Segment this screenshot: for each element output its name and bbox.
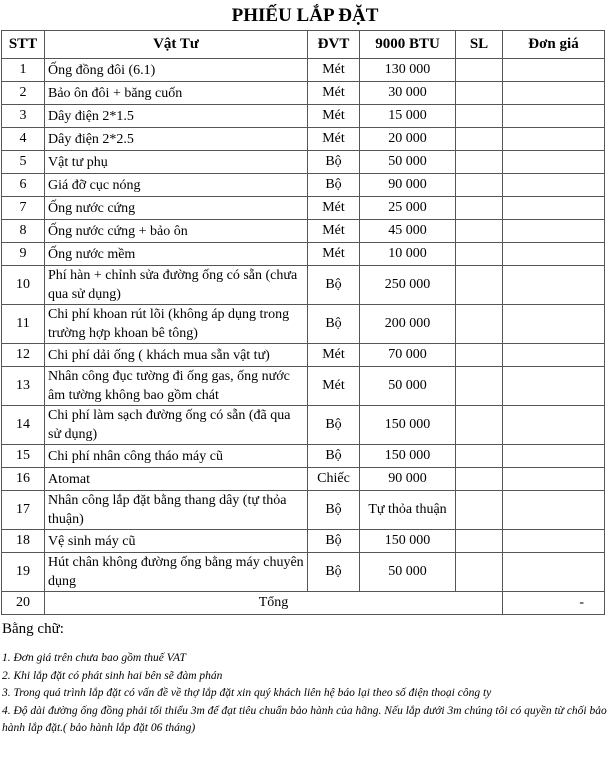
row-unit-price — [503, 243, 605, 266]
header-btu-price: 9000 BTU — [360, 31, 456, 59]
row-stt: 6 — [2, 174, 45, 197]
row-quantity — [456, 344, 503, 367]
row-quantity — [456, 266, 503, 305]
row-unit-price — [503, 82, 605, 105]
row-stt: 2 — [2, 82, 45, 105]
row-unit: Bộ — [308, 445, 360, 468]
table-row — [2, 530, 605, 553]
row-stt: 4 — [2, 128, 45, 151]
row-quantity — [456, 406, 503, 445]
row-quantity — [456, 243, 503, 266]
row-quantity — [456, 82, 503, 105]
row-quantity — [456, 491, 503, 530]
table-row — [2, 468, 605, 491]
table-row — [2, 305, 605, 344]
row-unit: Mét — [308, 128, 360, 151]
row-unit: Bộ — [308, 174, 360, 197]
row-unit-price — [503, 445, 605, 468]
row-stt: 3 — [2, 105, 45, 128]
row-stt: 12 — [2, 344, 45, 367]
row-stt: 13 — [2, 367, 45, 406]
table-row — [2, 197, 605, 220]
table-row — [2, 553, 605, 592]
row-stt: 19 — [2, 553, 45, 592]
row-quantity — [456, 197, 503, 220]
row-stt: 9 — [2, 243, 45, 266]
row-unit-price — [503, 468, 605, 491]
row-unit: Bộ — [308, 305, 360, 344]
row-material: Chi phí làm sạch đường ống có sẵn (đã qua sử dụng) — [45, 406, 308, 445]
table-row — [2, 174, 605, 197]
table-row — [2, 406, 605, 445]
row-unit: Mét — [308, 220, 360, 243]
row-unit: Bộ — [308, 151, 360, 174]
row-material: Dây điện 2*1.5 — [45, 105, 308, 128]
row-unit: Mét — [308, 59, 360, 82]
row-stt: 18 — [2, 530, 45, 553]
note-3: 3. Trong quá trình lắp đặt có vấn đề về thợ lắp đặt xin quý khách liên hệ báo lại theo số điện thoại công ty — [2, 687, 492, 699]
row-stt: 5 — [2, 151, 45, 174]
row-unit-price — [503, 151, 605, 174]
row-price: 130 000 — [360, 59, 456, 82]
row-unit-price — [503, 553, 605, 592]
row-material: Ống nước mềm — [45, 243, 308, 266]
row-price: Tự thỏa thuận — [360, 491, 456, 530]
row-stt: 8 — [2, 220, 45, 243]
row-stt: 11 — [2, 305, 45, 344]
row-material: Giá đỡ cục nóng — [45, 174, 308, 197]
row-unit: Mét — [308, 243, 360, 266]
row-price: 150 000 — [360, 406, 456, 445]
total-stt: 20 — [2, 592, 45, 615]
row-price: 50 000 — [360, 151, 456, 174]
row-unit-price — [503, 491, 605, 530]
table-row — [2, 105, 605, 128]
table-row — [2, 491, 605, 530]
row-price: 250 000 — [360, 266, 456, 305]
header-unit: ĐVT — [308, 31, 360, 59]
row-price: 90 000 — [360, 468, 456, 491]
row-unit-price — [503, 197, 605, 220]
row-unit: Bộ — [308, 406, 360, 445]
row-material: Nhân công lắp đặt bằng thang dây (tự thỏa thuận) — [45, 491, 308, 530]
row-unit: Chiếc — [308, 468, 360, 491]
header-unit-price: Đơn giá — [503, 31, 605, 59]
total-value: - — [503, 592, 605, 615]
row-unit: Mét — [308, 344, 360, 367]
table-row — [2, 220, 605, 243]
table-row — [2, 59, 605, 82]
row-price: 90 000 — [360, 174, 456, 197]
row-unit: Bộ — [308, 491, 360, 530]
header-stt: STT — [2, 31, 45, 59]
row-price: 150 000 — [360, 530, 456, 553]
row-unit-price — [503, 266, 605, 305]
row-material: Ống đồng đôi (6.1) — [45, 59, 308, 82]
row-unit: Mét — [308, 105, 360, 128]
row-quantity — [456, 105, 503, 128]
row-material: Phí hàn + chỉnh sửa đường ống có sẵn (chưa qua sử dụng) — [45, 266, 308, 305]
header-material: Vật Tư — [45, 31, 308, 59]
row-material: Bảo ôn đôi + băng cuốn — [45, 82, 308, 105]
row-unit-price — [503, 344, 605, 367]
row-material: Chi phí dải ống ( khách mua sẵn vật tư) — [45, 344, 308, 367]
row-stt: 16 — [2, 468, 45, 491]
row-material: Ống nước cứng — [45, 197, 308, 220]
row-material: Chi phí khoan rút lõi (không áp dụng trong trường hợp khoan bê tông) — [45, 305, 308, 344]
row-price: 45 000 — [360, 220, 456, 243]
row-quantity — [456, 530, 503, 553]
row-material: Vật tư phụ — [45, 151, 308, 174]
table-row — [2, 367, 605, 406]
table-row — [2, 266, 605, 305]
row-material: Vệ sinh máy cũ — [45, 530, 308, 553]
row-price: 20 000 — [360, 128, 456, 151]
row-stt: 17 — [2, 491, 45, 530]
row-unit-price — [503, 128, 605, 151]
row-quantity — [456, 367, 503, 406]
row-material: Nhân công đục tường đi ống gas, ống nước âm tường không bao gồm chát — [45, 367, 308, 406]
row-material: Dây điện 2*2.5 — [45, 128, 308, 151]
row-price: 50 000 — [360, 367, 456, 406]
table-row — [2, 445, 605, 468]
row-unit-price — [503, 530, 605, 553]
row-unit-price — [503, 174, 605, 197]
row-price: 25 000 — [360, 197, 456, 220]
row-price: 15 000 — [360, 105, 456, 128]
table-body — [2, 59, 605, 615]
table-row — [2, 82, 605, 105]
row-price: 50 000 — [360, 553, 456, 592]
row-quantity — [456, 220, 503, 243]
row-stt: 15 — [2, 445, 45, 468]
row-material: Hút chân không đường ống bằng máy chuyên dụng — [45, 553, 308, 592]
row-unit: Mét — [308, 367, 360, 406]
row-price: 200 000 — [360, 305, 456, 344]
row-unit-price — [503, 406, 605, 445]
row-quantity — [456, 445, 503, 468]
row-material: Ống nước cứng + bảo ôn — [45, 220, 308, 243]
row-unit: Bộ — [308, 266, 360, 305]
total-row — [2, 592, 605, 615]
table-row — [2, 344, 605, 367]
table-row — [2, 128, 605, 151]
row-price: 10 000 — [360, 243, 456, 266]
notes-section — [2, 650, 610, 738]
row-unit-price — [503, 367, 605, 406]
table-row — [2, 151, 605, 174]
note-4: 4. Độ dài đường ống đồng phải tối thiểu 3m để đạt tiêu chuẩn bảo hành của hãng. Nếu lắp dưới 3m chúng tôi có quyền từ chối bảo hành lắp đặt.( bảo hành lắp đặt 06 tháng) — [2, 704, 607, 734]
row-quantity — [456, 128, 503, 151]
amount-in-words-label: Bằng chữ: — [2, 621, 64, 637]
row-quantity — [456, 553, 503, 592]
total-label: Tổng — [45, 592, 503, 615]
row-quantity — [456, 305, 503, 344]
row-unit-price — [503, 105, 605, 128]
row-quantity — [456, 468, 503, 491]
row-quantity — [456, 174, 503, 197]
table-row — [2, 243, 605, 266]
row-unit: Mét — [308, 82, 360, 105]
row-stt: 1 — [2, 59, 45, 82]
header-quantity: SL — [456, 31, 503, 59]
row-unit: Bộ — [308, 530, 360, 553]
note-2: 2. Khi lắp đặt có phát sinh hai bên sẽ đàm phán — [2, 669, 223, 682]
row-stt: 10 — [2, 266, 45, 305]
materials-table — [1, 30, 605, 615]
row-stt: 7 — [2, 197, 45, 220]
row-price: 150 000 — [360, 445, 456, 468]
row-material: Atomat — [45, 468, 308, 491]
table-header-row — [2, 31, 605, 59]
row-unit: Bộ — [308, 553, 360, 592]
row-stt: 14 — [2, 406, 45, 445]
row-quantity — [456, 151, 503, 174]
row-price: 30 000 — [360, 82, 456, 105]
note-1: 1. Đơn giá trên chưa bao gồm thuế VAT — [2, 652, 186, 664]
row-price: 70 000 — [360, 344, 456, 367]
row-unit: Mét — [308, 197, 360, 220]
row-unit-price — [503, 59, 605, 82]
row-material: Chi phí nhân công tháo máy cũ — [45, 445, 308, 468]
row-unit-price — [503, 305, 605, 344]
row-quantity — [456, 59, 503, 82]
row-unit-price — [503, 220, 605, 243]
form-title: PHIẾU LẮP ĐẶT — [231, 5, 379, 26]
